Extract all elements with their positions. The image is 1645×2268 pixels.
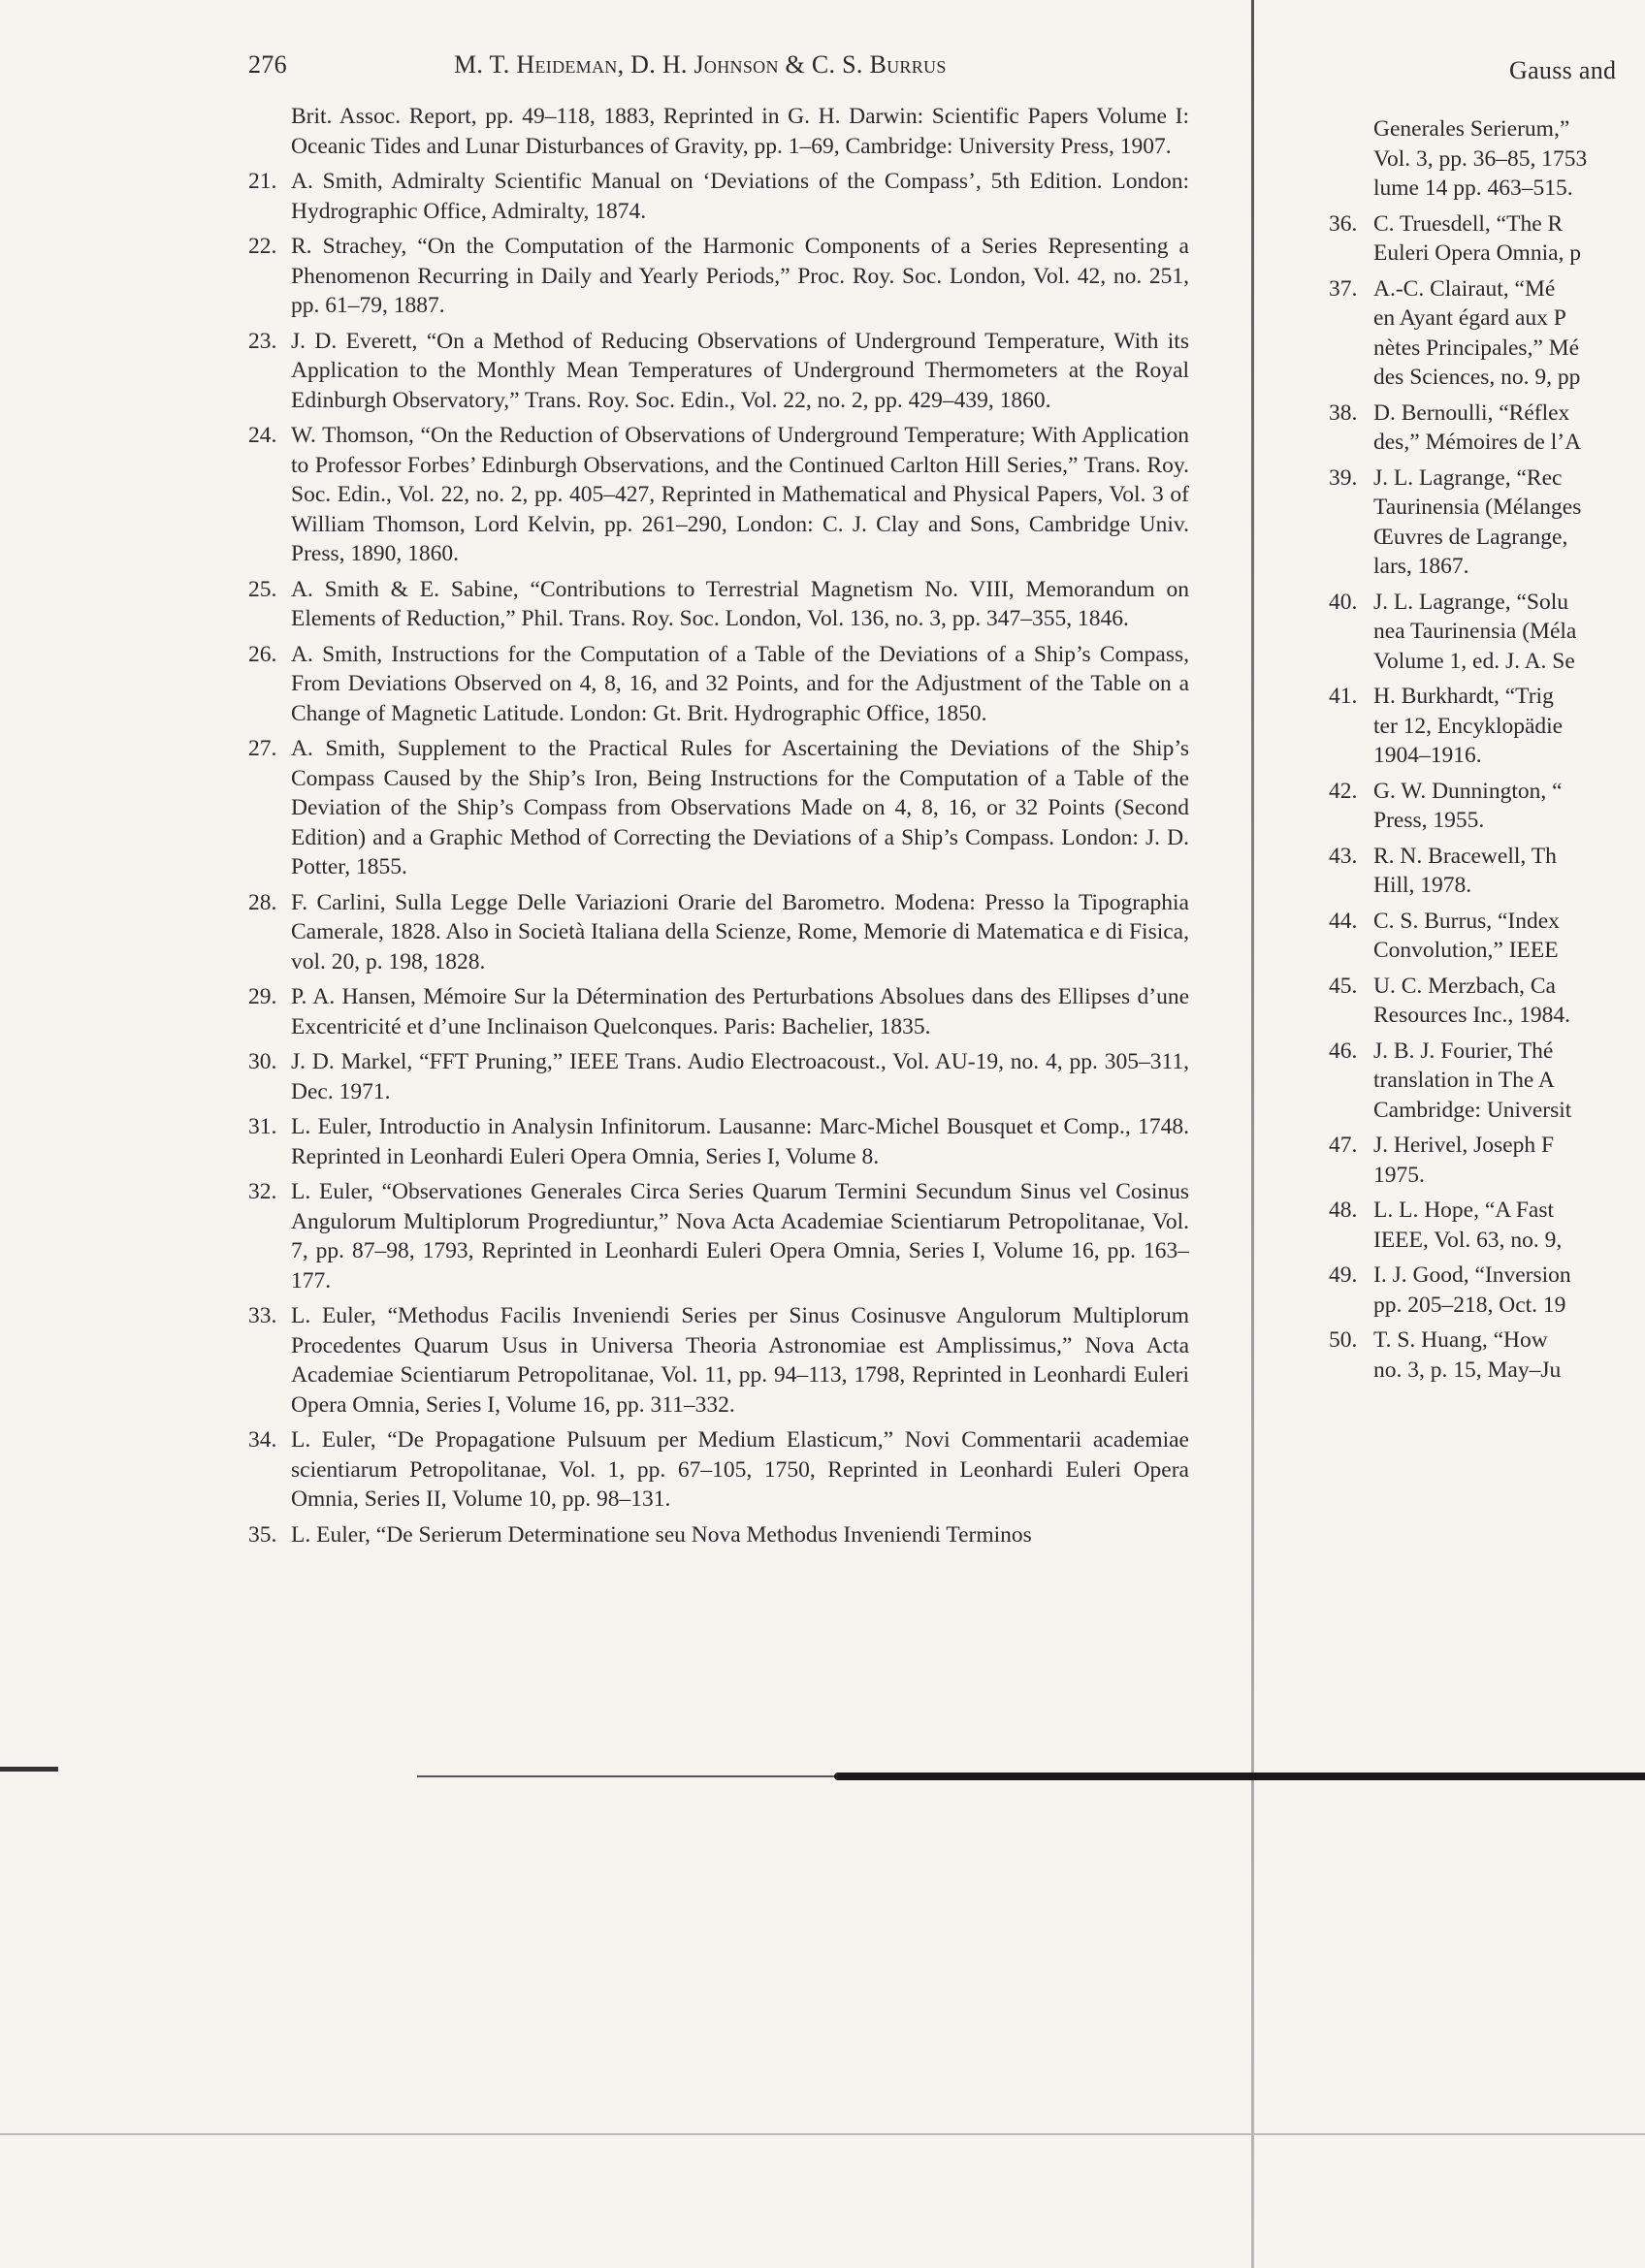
right-page — [1251, 0, 1645, 2268]
reference-line: D. Bernoulli, “Réflex — [1373, 399, 1570, 426]
right-reference-continuation — [1329, 114, 1645, 204]
reference-item — [248, 421, 1189, 569]
reference-item — [1329, 1131, 1645, 1190]
reference-number: 22. — [248, 234, 277, 259]
reference-item — [248, 734, 1189, 882]
reference-text: F. Carlini, Sulla Legge Delle Variazioni Orarie del Barometro. Modena: Presso la Tipographia Camerale, 1828. Also in Società Italiana della Scienze, Rome, Memorie di Matematica e di Fisica, vol. 20, p. 198, 1828. — [291, 889, 1189, 974]
reference-item — [248, 232, 1189, 321]
reference-line: J. L. Lagrange, “Rec — [1373, 464, 1563, 491]
reference-text: L. Euler, “De Serierum Determinatione seu Nova Methodus Inveniendi Terminos — [291, 1521, 1032, 1548]
reference-number: 49. — [1329, 1262, 1358, 1288]
reference-line: nea Taurinensia (Méla — [1373, 619, 1577, 644]
reference-number: 35. — [248, 1521, 277, 1548]
reference-item — [248, 982, 1189, 1041]
reference-item — [248, 1047, 1189, 1106]
reference-text: R. Strachey, “On the Computation of the Harmonic Components of a Series Representing a Phenomenon Recurring in Daily and Yearly Periods,” Proc. Roy. Soc. London, Vol. 42, no. 251, pp. 61–79, 1887. — [291, 234, 1189, 318]
reference-line: IEEE, Vol. 63, no. 9, — [1373, 1227, 1563, 1253]
reference-line: des Sciences, no. 9, pp — [1373, 365, 1581, 390]
reference-line: lume 14 pp. 463–515. — [1373, 176, 1573, 201]
reference-line: L. L. Hope, “A Fast — [1373, 1198, 1555, 1223]
reference-item — [1329, 842, 1645, 901]
page-number: 276 — [248, 50, 287, 79]
reference-number: 33. — [248, 1303, 277, 1328]
reference-text: L. Euler, Introductio in Analysin Infinitorum. Lausanne: Marc-Michel Bousquet et Comp., 1748. Reprinted in Leonhardi Euleri Opera Omnia, Series I, Volume 8. — [291, 1114, 1189, 1169]
reference-item — [1329, 777, 1645, 836]
reference-number: 21. — [248, 169, 277, 194]
reference-number: 37. — [1329, 275, 1358, 302]
reference-item — [248, 167, 1189, 226]
right-running-head: Gauss and — [1509, 56, 1617, 84]
reference-number: 36. — [1329, 210, 1358, 237]
reference-number: 46. — [1329, 1038, 1358, 1064]
reference-line: nètes Principales,” Mé — [1373, 335, 1580, 361]
reference-item — [248, 1520, 1189, 1550]
reference-text: W. Thomson, “On the Reduction of Observations of Underground Temperature; With Application to Professor Forbes’ Edinburgh Observations, and the Continued Carlton Hill Series,” Trans. Roy. Soc. Edin., Vol. 22, no. 2, pp. 405–427, Reprinted in Mathematical and Physical Papers, Vol. 3 of William Thomson, Lord Kelvin, pp. 261–290, London: C. J. Clay and Sons, Cambridge Univ. Press, 1890, 1860. — [291, 423, 1189, 566]
reference-number: 48. — [1329, 1198, 1358, 1223]
running-head: M. T. Heideman, D. H. Johnson & C. S. Burrus — [454, 50, 947, 79]
reference-item — [1329, 274, 1645, 393]
reference-line: H. Burkhardt, “Trig — [1373, 684, 1554, 709]
reference-line: lars, 1867. — [1373, 554, 1469, 579]
reference-item — [248, 888, 1189, 977]
reference-item — [1329, 972, 1645, 1031]
reference-line: Hill, 1978. — [1373, 873, 1472, 898]
reference-number: 38. — [1329, 399, 1358, 426]
reference-line: Generales Serierum,” — [1373, 116, 1570, 142]
reference-line: Press, 1955. — [1373, 808, 1485, 833]
reference-text: A. Smith, Instructions for the Computation of a Table of the Deviations of a Ship’s Compass, From Deviations Observed on 4, 8, 16, and 32 Points, and for the Adjustment of the Table on a Change of Magnetic Latitude. London: Gt. Brit. Hydrographic Office, 1850. — [291, 641, 1189, 726]
scan-mark — [0, 1767, 58, 1772]
reference-item — [248, 327, 1189, 416]
reference-number: 24. — [248, 423, 277, 448]
scan-rule-thin — [417, 1775, 844, 1777]
reference-number: 32. — [248, 1179, 277, 1204]
reference-item — [1329, 1261, 1645, 1320]
reference-text: J. D. Everett, “On a Method of Reducing Observations of Underground Temperature, With its Application to the Monthly Mean Temperatures of Underground Thermometers at the Royal Edinburgh Observatory,” Trans. Roy. Soc. Edin., Vol. 22, no. 2, pp. 429–439, 1860. — [291, 328, 1189, 413]
reference-number: 26. — [248, 641, 277, 667]
reference-text: J. D. Markel, “FFT Pruning,” IEEE Trans. Audio Electroacoust., Vol. AU-19, no. 4, pp. 305–311, Dec. 1971. — [291, 1049, 1189, 1104]
reference-line: A.-C. Clairaut, “Mé — [1373, 275, 1556, 302]
reference-number: 45. — [1329, 973, 1358, 999]
reference-items — [248, 167, 1189, 1549]
reference-text: A. Smith & E. Sabine, “Contributions to Terrestrial Magnetism No. VIII, Memorandum on Elements of Reduction,” Phil. Trans. Roy. Soc. London, Vol. 136, no. 3, pp. 347–355, 1846. — [291, 576, 1189, 631]
reference-number: 23. — [248, 328, 277, 354]
reference-line: 1904–1916. — [1373, 743, 1482, 768]
reference-number: 31. — [248, 1114, 277, 1139]
reference-item — [248, 575, 1189, 634]
reference-line: I. J. Good, “Inversion — [1373, 1262, 1571, 1288]
reference-item — [248, 1301, 1189, 1420]
reference-item — [1329, 588, 1645, 677]
reference-item — [1329, 209, 1645, 269]
reference-line: C. S. Burrus, “Index — [1373, 908, 1560, 934]
reference-item — [1329, 907, 1645, 966]
reference-number: 34. — [248, 1427, 277, 1453]
reference-item — [1329, 1037, 1645, 1126]
scan-rule — [834, 1773, 1645, 1780]
reference-item — [248, 640, 1189, 729]
reference-line: Vol. 3, pp. 36–85, 1753 — [1373, 145, 1588, 172]
reference-line: en Ayant égard aux P — [1373, 305, 1566, 331]
reference-item — [1329, 399, 1645, 458]
reference-line: R. N. Bracewell, Th — [1373, 843, 1557, 869]
reference-number: 40. — [1329, 589, 1358, 615]
right-continuation-text — [1329, 114, 1645, 204]
reference-line: Resources Inc., 1984. — [1373, 1003, 1570, 1028]
reference-item — [248, 1112, 1189, 1171]
reference-text: L. Euler, “De Propagatione Pulsuum per Medium Elasticum,” Novi Commentarii academiae scientiarum Petropolitanae, Vol. 1, pp. 67–105, 1750, Reprinted in Leonhardi Euleri Opera Omnia, Series II, Volume 10, pp. 98–131. — [291, 1427, 1189, 1512]
reference-line: des,” Mémoires de l’A — [1373, 430, 1582, 455]
reference-line: Taurinensia (Mélanges — [1373, 495, 1582, 520]
reference-number: 29. — [248, 984, 277, 1009]
reference-number: 50. — [1329, 1327, 1358, 1353]
reference-item — [1329, 1196, 1645, 1255]
reference-line: T. S. Huang, “How — [1373, 1327, 1548, 1353]
reference-item — [1329, 1326, 1645, 1385]
reference-item — [1329, 463, 1645, 582]
reference-line: J. Herivel, Joseph F — [1373, 1133, 1555, 1158]
reference-item — [248, 1177, 1189, 1295]
reference-text: A. Smith, Supplement to the Practical Rules for Ascertaining the Deviations of the Ship’s Compass Caused by the Ship’s Iron, Being Instructions for the Computation of a Table of the Deviation of the Ship’s Compass from Observations Made on 4, 8, 16, or 32 Points (Second Edition) and a Graphic Method of Correcting the Deviations of a Ship’s Compass. London: J. D. Potter, 1855. — [291, 736, 1189, 879]
reference-continuation: Brit. Assoc. Report, pp. 49–118, 1883, Reprinted in G. H. Darwin: Scientific Papers Volume I: Oceanic Tides and Lunar Disturbances of Gravity, pp. 1–69, Cambridge: University Press, 1907. — [291, 104, 1189, 159]
right-reference-items — [1329, 209, 1645, 1386]
reference-line: G. W. Dunnington, “ — [1373, 778, 1563, 804]
reference-text: P. A. Hansen, Mémoire Sur la Détermination des Perturbations Absolues dans des Ellipses d’une Excentricité et d’une Inclinaison Quelconques. Paris: Bachelier, 1835. — [291, 984, 1189, 1039]
reference-list-right — [1329, 114, 1645, 1390]
reference-line: C. Truesdell, “The R — [1373, 210, 1564, 237]
reference-item — [248, 1425, 1189, 1515]
reference-number: 43. — [1329, 843, 1358, 869]
reference-number: 41. — [1329, 684, 1358, 709]
reference-number: 44. — [1329, 908, 1358, 934]
reference-line: Convolution,” IEEE — [1373, 938, 1559, 963]
reference-line: 1975. — [1373, 1162, 1425, 1188]
reference-line: J. B. J. Fourier, Thé — [1373, 1038, 1554, 1064]
reference-line: no. 3, p. 15, May–Ju — [1373, 1357, 1562, 1383]
reference-line: Œuvres de Lagrange, — [1373, 524, 1568, 550]
reference-line: Cambridge: Universit — [1373, 1097, 1572, 1123]
reference-number: 28. — [248, 889, 277, 915]
reference-number: 42. — [1329, 778, 1358, 804]
reference-item — [1329, 682, 1645, 771]
reference-line: Volume 1, ed. J. A. Se — [1373, 648, 1575, 674]
reference-line: translation in The A — [1373, 1068, 1555, 1093]
reference-number: 39. — [1329, 464, 1358, 491]
page-edge — [0, 2133, 1645, 2135]
reference-list-left — [248, 102, 1189, 1555]
reference-line: J. L. Lagrange, “Solu — [1373, 589, 1569, 615]
reference-line: ter 12, Encyklopädie — [1373, 713, 1564, 739]
reference-text: A. Smith, Admiralty Scientific Manual on ‘Deviations of the Compass’, 5th Edition. London: Hydrographic Office, Admiralty, 1874. — [291, 169, 1189, 224]
reference-line: Euleri Opera Omnia, p — [1373, 240, 1582, 266]
reference-line: pp. 205–218, Oct. 19 — [1373, 1292, 1566, 1318]
reference-number: 30. — [248, 1049, 277, 1074]
reference-text: L. Euler, “Observationes Generales Circa Series Quarum Termini Secundum Sinus vel Cosinus Angulorum Multiplorum Progrediuntur,” Nova Acta Academiae Scientiarum Petropolitanae, Vol. 7, pp. 87–98, 1793, Reprinted in Leonhardi Euleri Opera Omnia, Series I, Volume 16, pp. 163–177. — [291, 1179, 1189, 1294]
reference-number: 27. — [248, 736, 277, 761]
reference-line: U. C. Merzbach, Ca — [1373, 973, 1556, 999]
reference-text: L. Euler, “Methodus Facilis Inveniendi Series per Sinus Cosinusve Angulorum Multiplorum Procedentes Quarum Usus in Universa Theoria Astronomiae est Amplissimus,” Nova Acta Academiae Scientiarum Petropolitanae, Vol. 11, pp. 94–113, 1798, Reprinted in Leonhardi Euleri Opera Omnia, Series I, Volume 16, pp. 311–332. — [291, 1303, 1189, 1418]
reference-number: 25. — [248, 576, 277, 602]
reference-number: 47. — [1329, 1133, 1358, 1158]
